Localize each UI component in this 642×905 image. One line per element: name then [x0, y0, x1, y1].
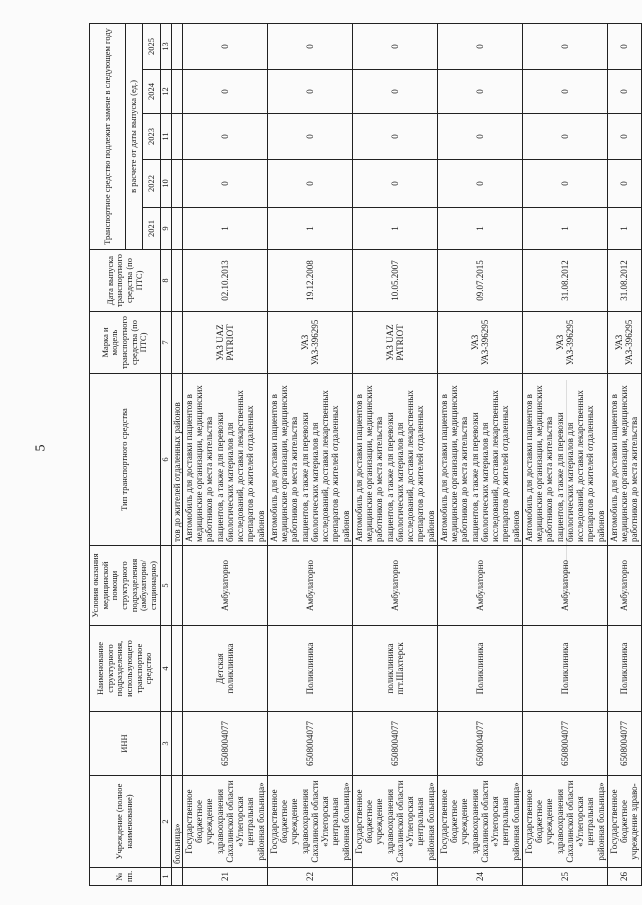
row-2023: 0 [352, 114, 437, 160]
row-2022: 0 [352, 160, 437, 208]
row-inn: 6508004077 [437, 712, 522, 776]
col-number: 8 [160, 250, 171, 312]
row-brand: УАЗ УАЗ-396295 [437, 312, 522, 374]
row-institution: Государственное бюджетное учреждение здравоохранения Сахалинской области «Углегорская центральная районная больница» [522, 776, 607, 868]
row-2024: 0 [352, 70, 437, 114]
row-no: 22 [267, 868, 352, 886]
row-subdivision: Поликлиника [437, 626, 522, 712]
header-vehicle-type: Тип транспортного средства [90, 374, 161, 546]
table-row [267, 23, 352, 885]
row-2022: 0 [267, 160, 352, 208]
row-2023: 0 [267, 114, 352, 160]
row-2023: 0 [182, 114, 267, 160]
row-2021: 1 [437, 208, 522, 250]
header-issue-date: Дата выпуска транспортного средства (по ПТС) [90, 250, 161, 312]
row-2022: 0 [522, 160, 607, 208]
header-year-2024: 2024 [143, 70, 161, 114]
row-inn: 6508004077 [267, 712, 352, 776]
rotated-table-container [89, 24, 640, 886]
page-number: 5 [33, 444, 49, 452]
row-2024: 0 [607, 70, 641, 114]
row-institution: Государственное бюджетное учреждение здравоохранения Сахалинской области «Углегорская центральная районная больница» [437, 776, 522, 868]
row-2021: 1 [267, 208, 352, 250]
col-number: 6 [160, 374, 171, 546]
row-2024: 0 [182, 70, 267, 114]
row-institution: Государственное бюджетное учреждение здравоохранения Сахалинской области «Углегорская центральная районная больница» [267, 776, 352, 868]
vehicle-replacement-table [89, 23, 642, 886]
row-institution: Государственное бюджетное учреждение здравоохранения Сахалинской области «Углегорская центральная районная больница» [182, 776, 267, 868]
col-number: 2 [160, 776, 171, 868]
row-2025: 0 [352, 23, 437, 69]
row-inn: 6508004077 [607, 712, 641, 776]
row-date: 02.10.2013 [182, 250, 267, 312]
header-brand: Марка и модель транспортного средства (по ПТС) [90, 312, 161, 374]
header-conditions: Условия оказания медицинской помощи структурного подразделения (амбулаторно/ стационарно) [90, 546, 161, 626]
row-vehicle-type: Автомобиль для доставки пациентов в медицинские организации, медицинских работников до места жительства пациентов, а также для перевозки биологических материалов для исследований, доставки лекарственных препаратов до жителей отдаленных районов [522, 374, 607, 546]
row-no: 23 [352, 868, 437, 886]
continuation-institution: больница» [171, 776, 182, 868]
row-date: 31.08.2012 [607, 250, 641, 312]
row-2021: 1 [182, 208, 267, 250]
table-row-partial [607, 23, 641, 885]
row-subdivision: Поликлиника [607, 626, 641, 712]
col-number: 3 [160, 712, 171, 776]
row-vehicle-type: Автомобиль для доставки пациентов в медицинские организации, медицинских работников до места жительства пациентов, а также для перевозки биологических материалов для исследований, доставки лекарственных препаратов до жителей отдаленных районов [437, 374, 522, 546]
row-2025: 0 [607, 23, 641, 69]
header-institution: Учреждение (полное наименование) [90, 776, 161, 868]
row-brand: УАЗ UAZ PATRIOT [352, 312, 437, 374]
table-row [182, 23, 267, 885]
header-no: № пп. [90, 868, 161, 886]
header-replacement: Транспортное средство подлежит замене в следующем году [90, 23, 126, 249]
table-row [352, 23, 437, 885]
header-year-2025: 2025 [143, 23, 161, 69]
row-2024: 0 [267, 70, 352, 114]
row-subdivision: Поликлиника [267, 626, 352, 712]
row-2021: 1 [607, 208, 641, 250]
row-brand: УАЗ УАЗ-396295 [522, 312, 607, 374]
header-year-2023: 2023 [143, 114, 161, 160]
row-2023: 0 [437, 114, 522, 160]
row-institution: Государственное бюджетное учреждение здраво- [607, 776, 641, 868]
row-date: 10.05.2007 [352, 250, 437, 312]
row-conditions: Амбулаторно [182, 546, 267, 626]
row-2025: 0 [182, 23, 267, 69]
row-2023: 0 [607, 114, 641, 160]
row-no: 25 [522, 868, 607, 886]
row-institution: Государственное бюджетное учреждение здравоохранения Сахалинской области «Углегорская центральная районная больница» [352, 776, 437, 868]
header-year-2021: 2021 [143, 208, 161, 250]
row-2021: 1 [352, 208, 437, 250]
row-2023: 0 [522, 114, 607, 160]
header-inn: ИНН [90, 712, 161, 776]
row-2022: 0 [437, 160, 522, 208]
row-2025: 0 [267, 23, 352, 69]
row-no: 26 [607, 868, 641, 886]
row-date: 19.12.2008 [267, 250, 352, 312]
row-conditions: Амбулаторно [267, 546, 352, 626]
row-brand: УАЗ UAZ PATRIOT [182, 312, 267, 374]
row-brand: УАЗ УАЗ-396295 [267, 312, 352, 374]
row-inn: 6508004077 [182, 712, 267, 776]
row-2022: 0 [182, 160, 267, 208]
col-number: 9 [160, 208, 171, 250]
col-number: 7 [160, 312, 171, 374]
row-2021: 1 [522, 208, 607, 250]
table-row [437, 23, 522, 885]
row-2025: 0 [437, 23, 522, 69]
row-inn: 6508004077 [352, 712, 437, 776]
row-2024: 0 [437, 70, 522, 114]
col-number: 5 [160, 546, 171, 626]
col-number: 13 [160, 23, 171, 69]
row-vehicle-type: Автомобиль для доставки пациентов в медицинские организации, медицинских работников до места жительства пациентов, а также для перевозки биологических материалов для исследований, доставки лекарственных препаратов до жителей отдаленных районов [267, 374, 352, 546]
row-date: 31.08.2012 [522, 250, 607, 312]
row-conditions: Амбулаторно [522, 546, 607, 626]
row-2022: 0 [607, 160, 641, 208]
row-conditions: Амбулаторно [437, 546, 522, 626]
row-date: 09.07.2015 [437, 250, 522, 312]
row-brand: УАЗ УАЗ-396295 [607, 312, 641, 374]
row-vehicle-type: Автомобиль для доставки пациентов в медицинские организации, медицинских работников до места жительства пациентов, а также для перевозки биологических материалов для исследований, доставки лекарственных препаратов до жителей отдаленных районов [352, 374, 437, 546]
header-replacement-sub: в расчете от даты выпуска (ед.) [125, 23, 142, 249]
col-number: 11 [160, 114, 171, 160]
row-conditions: Амбулаторно [352, 546, 437, 626]
col-number: 12 [160, 70, 171, 114]
col-number: 10 [160, 160, 171, 208]
col-number: 4 [160, 626, 171, 712]
header-year-2022: 2022 [143, 160, 161, 208]
col-number: 1 [160, 868, 171, 886]
row-inn: 6508004077 [522, 712, 607, 776]
row-vehicle-type: Автомобиль для доставки пациентов в медицинские организации, медицинских работников до места жительства пациентов, а также для перевозки биологических материалов для исследований, доставки лекарственных препаратов до жителей отдаленных районов [182, 374, 267, 546]
row-no: 24 [437, 868, 522, 886]
row-vehicle-type: Автомобиль для доставки пациентов в медицинские организации, медицинских работников до места жительства [607, 374, 641, 546]
row-subdivision: Детская поликлиника [182, 626, 267, 712]
header-subdivision: Наименование структурного подразделения, использующего транспортное средство [90, 626, 161, 712]
row-no: 21 [182, 868, 267, 886]
row-subdivision: поликлиника пгт.Шахтерск [352, 626, 437, 712]
row-2024: 0 [522, 70, 607, 114]
row-subdivision: Поликлиника [522, 626, 607, 712]
continuation-vehicle-type: тов до жителей отдаленных районов [171, 374, 182, 546]
table-row [522, 23, 607, 885]
row-2025: 0 [522, 23, 607, 69]
row-conditions: Амбулаторно [607, 546, 641, 626]
